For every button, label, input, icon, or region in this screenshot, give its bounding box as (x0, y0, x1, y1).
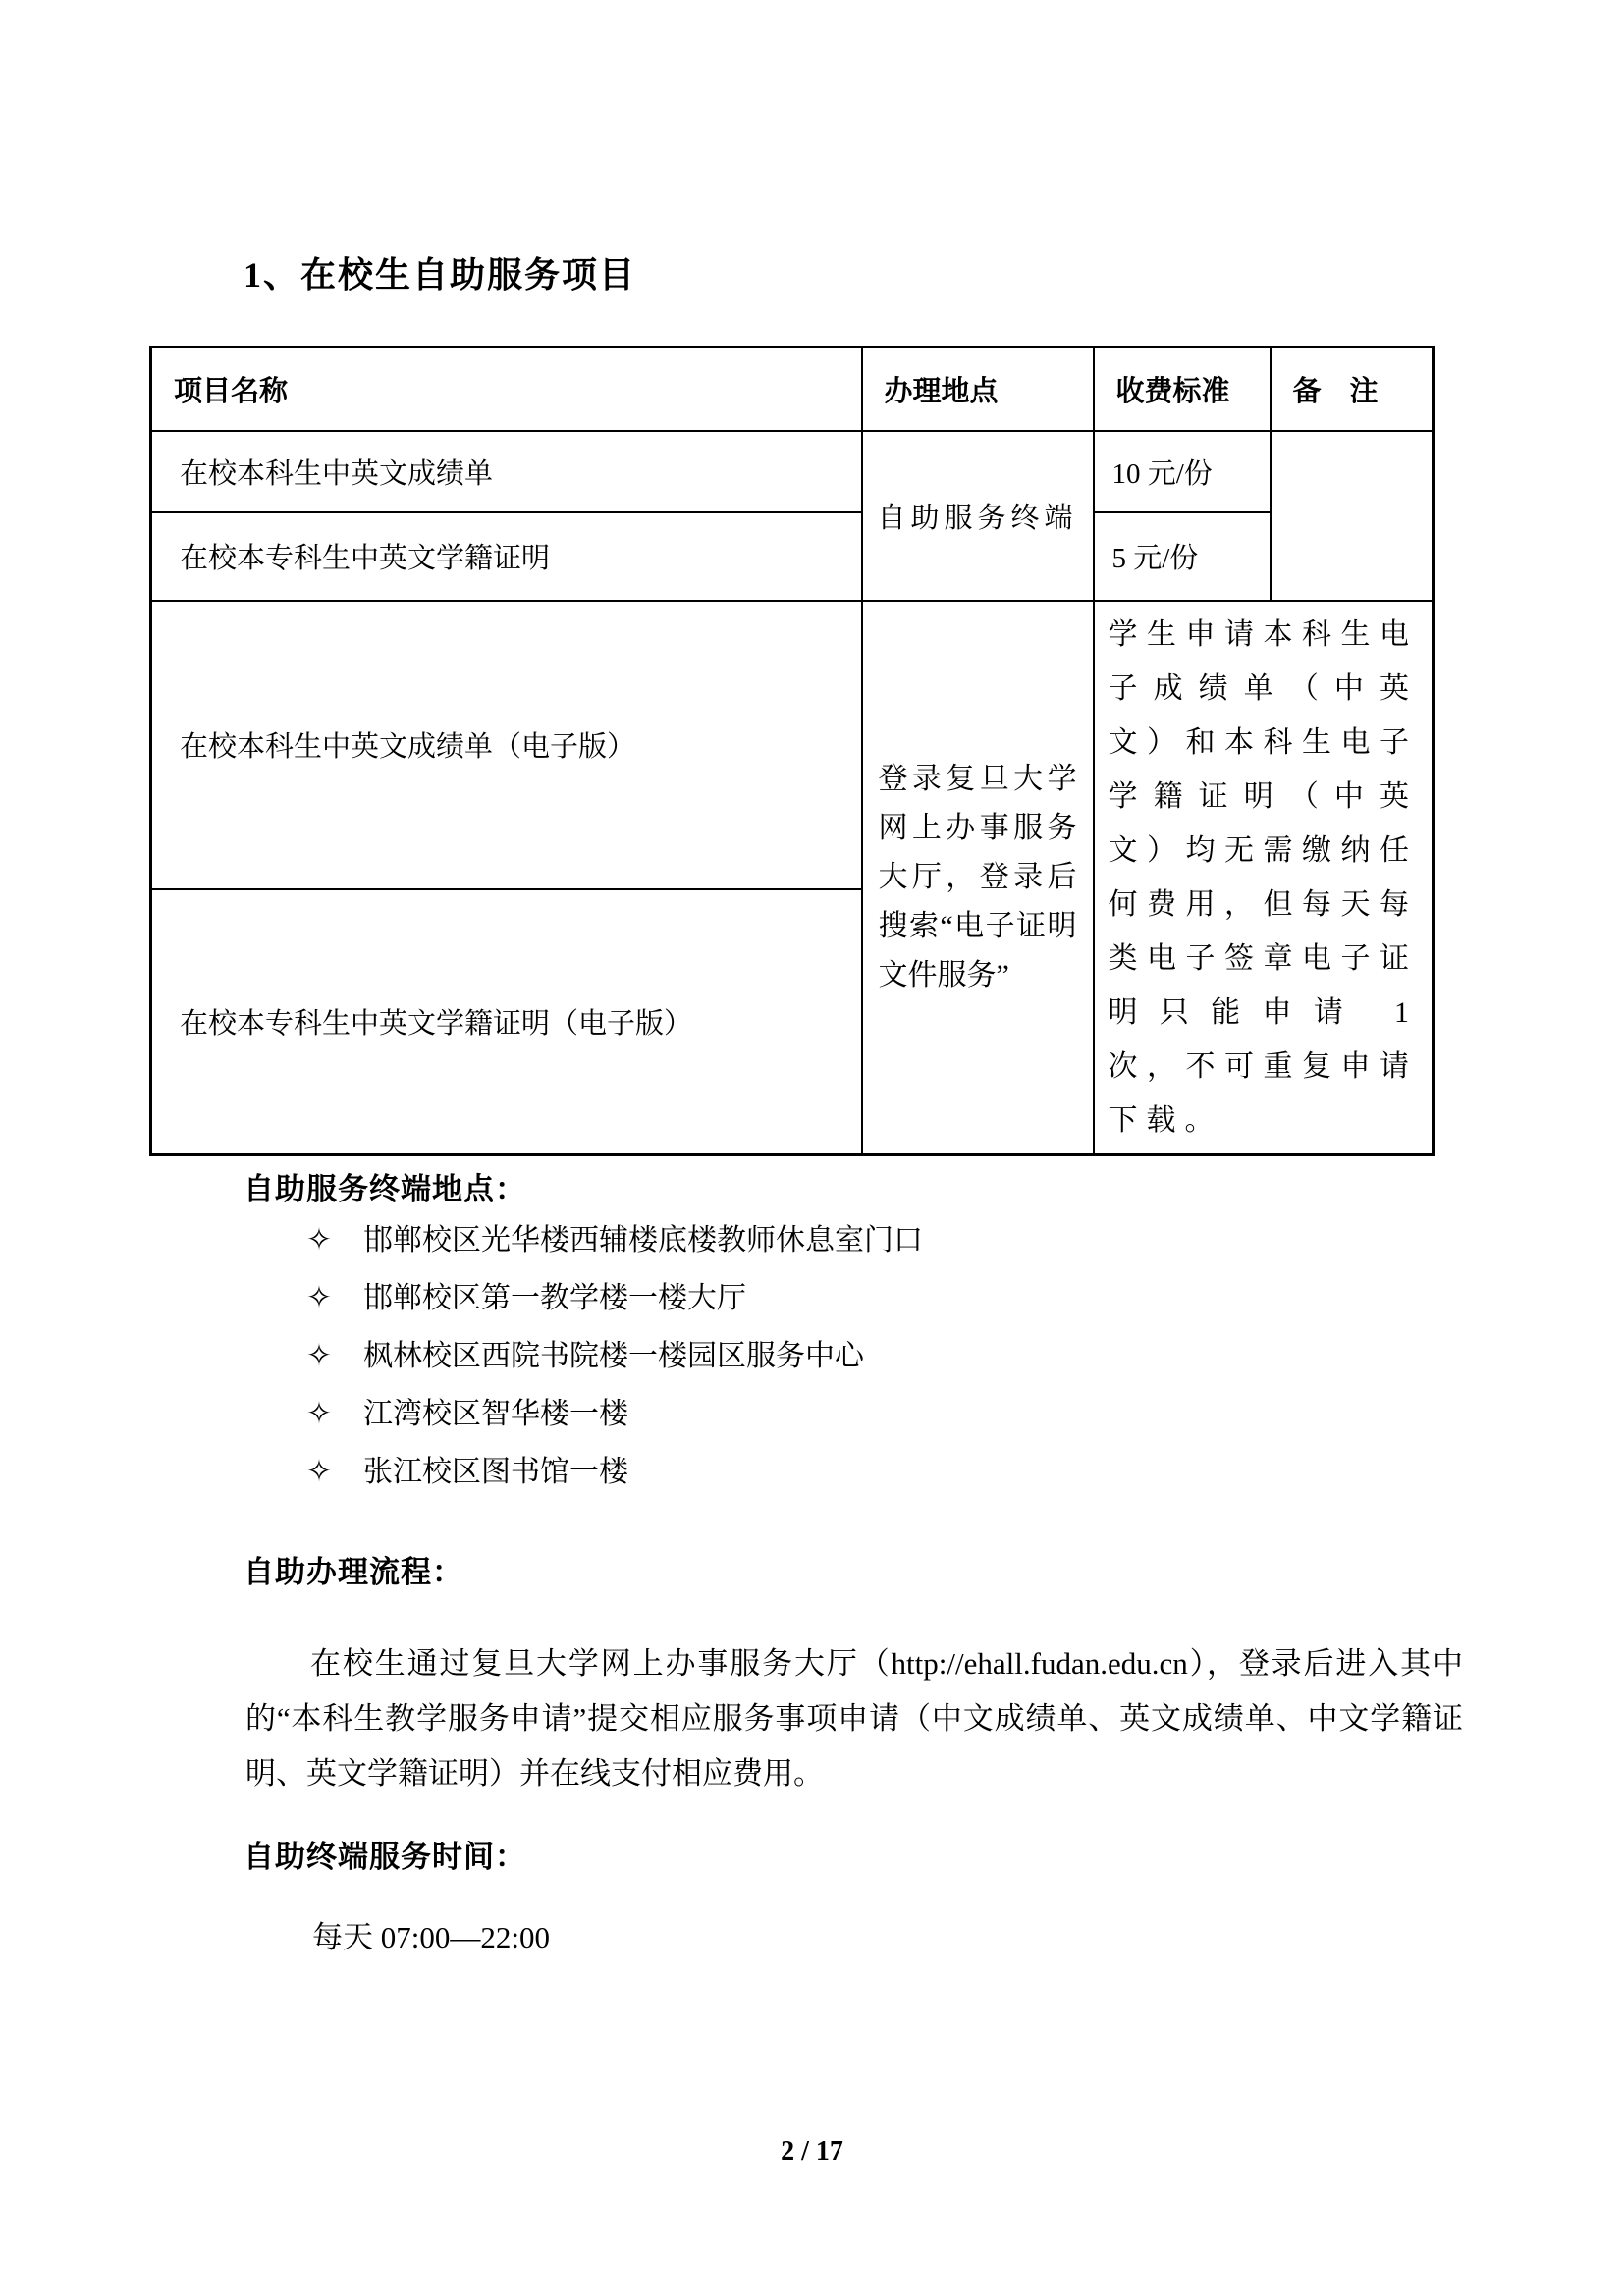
cell-note-empty (1271, 431, 1434, 601)
diamond-bullet-icon: ✧ (306, 1338, 332, 1373)
cell-item-name: 在校本科生中英文成绩单 (151, 431, 862, 512)
table-row (151, 512, 1434, 601)
process-paragraph: 在校生通过复旦大学网上办事服务大厅（http://ehall.fudan.edu.cn），登录后进入其中的“本科生教学服务申请”提交相应服务事项申请（中文成绩单、英文成绩单、中文学籍证明、英文学籍证明）并在线支付相应费用。 (245, 1646, 1463, 1790)
column-header-location: 办理地点 (862, 347, 1094, 431)
cell-note-electronic: 学生申请本科生电子成绩单（中英文）和本科生电子学籍证明（中英文）均无需缴纳任何费用，但每天每类电子签章电子证明只能申请 1 次，不可重复申请下载。 (1094, 601, 1434, 1155)
list-item (306, 1385, 923, 1443)
section-heading-service-hours: 自助终端服务时间： (244, 1840, 526, 1874)
table-row (151, 601, 1434, 890)
list-item (306, 1443, 923, 1501)
list-item (306, 1327, 923, 1385)
cell-item-name: 在校本专科生中英文学籍证明 (151, 512, 862, 601)
cell-item-name: 在校本科生中英文成绩单（电子版） (151, 601, 862, 890)
diamond-bullet-icon: ✧ (306, 1396, 332, 1431)
cell-location-online: 登录复旦大学网上办事服务大厅，登录后搜索“电子证明文件服务” (862, 601, 1094, 1155)
table-header-row (151, 347, 1434, 431)
list-item (306, 1211, 923, 1269)
terminal-locations-list (306, 1211, 923, 1501)
column-header-fee: 收费标准 (1094, 347, 1271, 431)
services-table (149, 346, 1435, 1156)
table-row (151, 431, 1434, 512)
list-item-text: 枫林校区西院书院楼一楼园区服务中心 (363, 1340, 864, 1372)
cell-fee: 5 元/份 (1094, 512, 1271, 601)
list-item-text: 张江校区图书馆一楼 (363, 1456, 628, 1488)
list-item-text: 邯郸校区第一教学楼一楼大厅 (363, 1282, 746, 1314)
list-item (306, 1269, 923, 1327)
diamond-bullet-icon: ✧ (306, 1280, 332, 1315)
list-item-text: 邯郸校区光华楼西辅楼底楼教师休息室门口 (363, 1224, 923, 1256)
column-header-note: 备 注 (1271, 347, 1434, 431)
page-number: 2 / 17 (781, 2136, 843, 2166)
cell-fee: 10 元/份 (1094, 431, 1271, 512)
diamond-bullet-icon: ✧ (306, 1222, 332, 1257)
list-item-text: 江湾校区智华楼一楼 (363, 1398, 628, 1430)
section-heading-terminal-locations: 自助服务终端地点： (244, 1172, 526, 1206)
cell-location-terminal: 自助服务终端 (862, 431, 1094, 601)
section-heading-process: 自助办理流程： (244, 1555, 463, 1589)
cell-item-name: 在校本专科生中英文学籍证明（电子版） (151, 889, 862, 1154)
page-title: 1、在校生自助服务项目 (244, 255, 637, 295)
diamond-bullet-icon: ✧ (306, 1454, 332, 1489)
column-header-item-name: 项目名称 (151, 347, 862, 431)
service-hours-text: 每天 07:00—22:00 (312, 1920, 550, 1954)
